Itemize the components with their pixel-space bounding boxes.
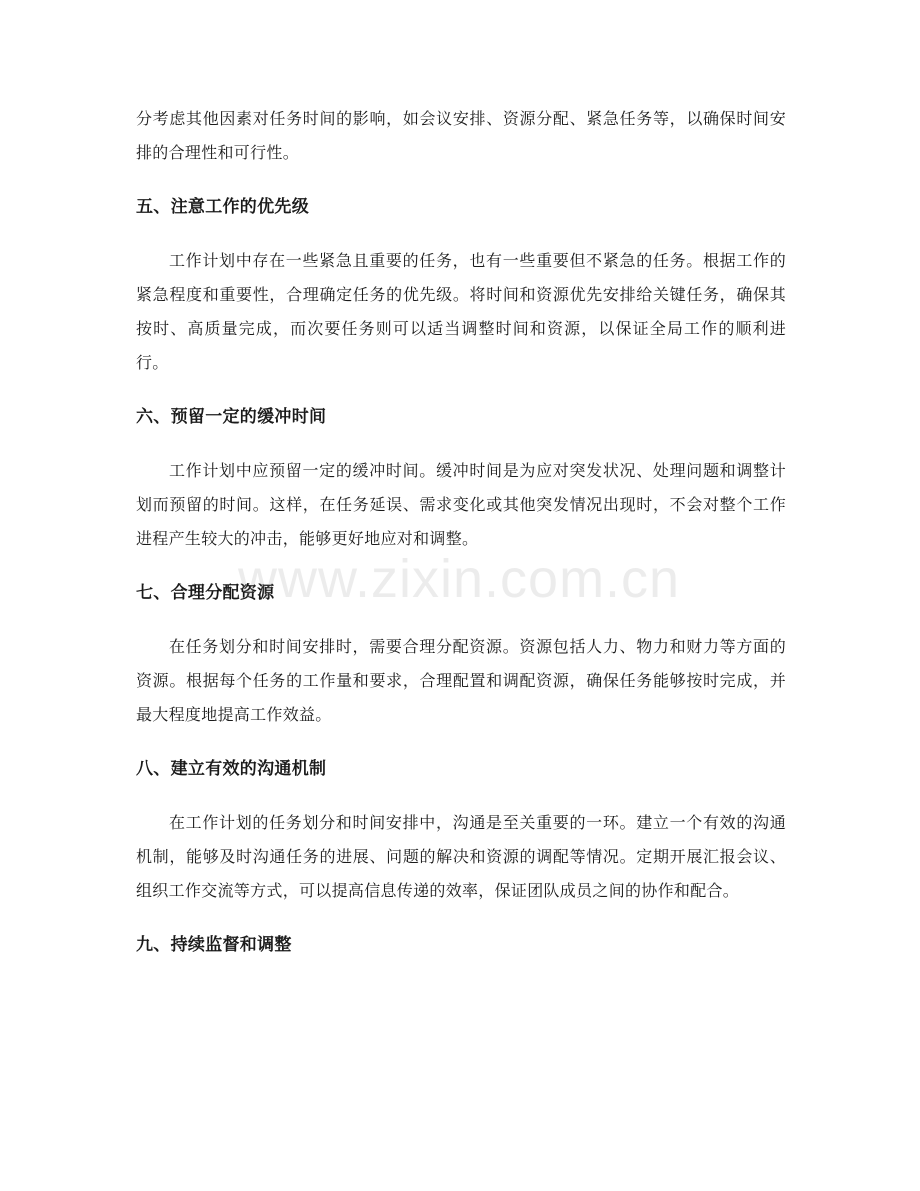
section-body-7: 在任务划分和时间安排时，需要合理分配资源。资源包括人力、物力和财力等方面的资源。根据每个任务的工作量和要求，合理配置和调配资源，确保任务能够按时完成，并最大程度地提高工作效益。 (136, 637, 786, 724)
section-heading-6: 六、预留一定的缓冲时间 (136, 407, 327, 427)
section-body-6: 工作计划中应预留一定的缓冲时间。缓冲时间是为应对突发状况、处理问题和调整计划而预留的时间。这样，在任务延误、需求变化或其他突发情况出现时，不会对整个工作进程产生较大的冲击，能够更好地应对和调整。 (136, 461, 786, 548)
document-body (136, 102, 786, 962)
spacer (136, 224, 786, 244)
spacer (136, 908, 786, 928)
section-heading-9: 九、持续监督和调整 (136, 935, 292, 955)
spacer (136, 610, 786, 630)
section-heading-7: 七、合理分配资源 (136, 583, 275, 603)
section-heading-8: 八、建立有效的沟通机制 (136, 759, 327, 779)
watermark-text: www.zixin.com.cn (238, 549, 681, 609)
spacer (136, 380, 786, 400)
spacer (136, 434, 786, 454)
spacer (136, 170, 786, 190)
section-body-8: 在工作计划的任务划分和时间安排中，沟通是至关重要的一环。建立一个有效的沟通机制，能够及时沟通任务的进展、问题的解决和资源的调配等情况。定期开展汇报会议、组织工作交流等方式，可以提高信息传递的效率，保证团队成员之间的协作和配合。 (136, 813, 786, 900)
spacer (136, 556, 786, 576)
section-body-5: 工作计划中存在一些紧急且重要的任务，也有一些重要但不紧急的任务。根据工作的紧急程度和重要性，合理确定任务的优先级。将时间和资源优先安排给关键任务，确保其按时、高质量完成，而次要任务则可以适当调整时间和资源，以保证全局工作的顺利进行。 (136, 251, 786, 372)
section-heading-5: 五、注意工作的优先级 (136, 197, 309, 217)
spacer (136, 732, 786, 752)
spacer (136, 786, 786, 806)
intro-paragraph: 分考虑其他因素对任务时间的影响，如会议安排、资源分配、紧急任务等，以确保时间安排的合理性和可行性。 (136, 109, 786, 162)
